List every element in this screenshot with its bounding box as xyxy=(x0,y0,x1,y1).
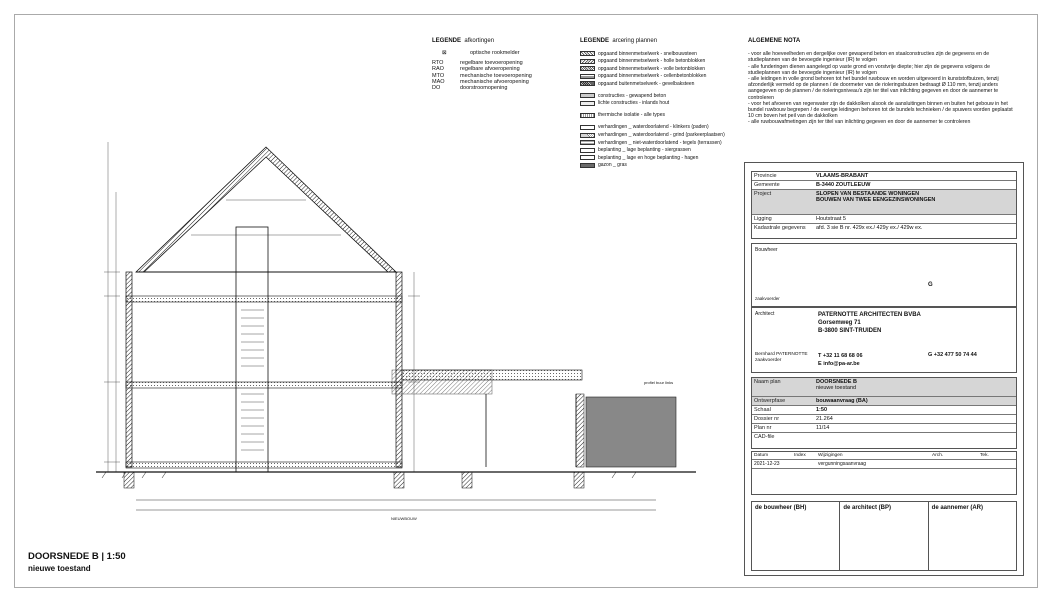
architect-city: B-3800 SINT-TRUIDEN xyxy=(818,328,882,334)
hatch-swatch-icon xyxy=(580,113,595,118)
rev-col-tek: Tek. xyxy=(980,453,989,458)
project-value-2: BOUWEN VAN TWEE EENGEZINSWONINGEN xyxy=(816,197,936,203)
hatch-swatch-icon xyxy=(580,51,595,56)
hatch-swatch-icon xyxy=(580,133,595,138)
rev-col-index: Index xyxy=(794,453,806,458)
hatch-swatch-icon xyxy=(580,81,595,86)
hatch-swatch-icon xyxy=(580,59,595,64)
hatch-swatch-icon xyxy=(580,155,595,160)
legend-item-label: lichte constructies - inlands hout xyxy=(598,100,670,107)
legend-item-label: opgaand binnenmetselwerk - snelbouwsteen xyxy=(598,50,697,57)
signature-box-aannemer xyxy=(929,501,1017,571)
abbr-code: RTO xyxy=(432,60,444,67)
hatch-swatch-icon xyxy=(580,148,595,153)
legend-item-label: opgaand binnenmetselwerk - cellenbetonblokken xyxy=(598,73,707,80)
hatch-swatch-icon xyxy=(580,140,595,145)
plan-name: DOORSNEDE B xyxy=(816,379,857,385)
smoke-detector-label: optische rookmelder xyxy=(470,50,520,56)
abbr-label: regelbare toevoeropening xyxy=(460,60,523,67)
architect-box xyxy=(751,307,1017,373)
plan-number: 11/14 xyxy=(816,425,830,431)
legend-item xyxy=(580,100,725,107)
legend-hatching xyxy=(580,38,725,170)
neighbour-profile xyxy=(586,397,676,467)
legend-item xyxy=(580,58,725,65)
schaal-value: 1:50 xyxy=(816,407,828,413)
drawing-title: DOORSNEDE B | 1:50 xyxy=(28,551,126,562)
plan-info xyxy=(751,377,1017,449)
legend-item xyxy=(580,80,725,87)
architect-person-sub: zaakvoerder xyxy=(755,358,782,363)
signature-label: de aannemer (AR) xyxy=(931,505,984,511)
abbr-label: mechanische toevoeropening xyxy=(460,72,532,79)
revision-header xyxy=(752,452,1016,460)
legend-item-label: thermische isolatie - alle types xyxy=(598,112,665,119)
legend-item xyxy=(580,147,725,154)
profile-label: profiel buur links xyxy=(644,380,674,385)
legend-item-label: verhardingen _ waterdoorlatend - grind (parkeerplaatsen) xyxy=(598,132,725,139)
architect-person: Bernhard PATERNOTTE xyxy=(755,352,808,357)
field-label: Kadastrale gegevens xyxy=(754,225,806,231)
abbr-code: MAO xyxy=(432,78,445,85)
rev-change: vergunningsaanvraag xyxy=(818,461,867,467)
hatch-swatch-icon xyxy=(580,74,595,79)
field-label: Plan nr xyxy=(754,425,772,431)
field-label: CAD-file xyxy=(754,434,775,440)
legend-item xyxy=(580,92,725,99)
revision-table xyxy=(751,451,1017,495)
architect-gsm: G +32 477 50 74 44 xyxy=(928,352,977,358)
smoke-detector-row xyxy=(432,50,532,56)
ligging-value: Houtstraat 5 xyxy=(816,216,846,222)
legend-item-label: gazon _ gras xyxy=(598,162,627,169)
legend-plans-title: LEGENDE xyxy=(580,38,610,44)
signature-label: de bouwheer (BH) xyxy=(755,505,807,511)
rev-col-date: Datum xyxy=(754,453,769,458)
field-label: Naam plan xyxy=(754,379,781,385)
floor-slab-2 xyxy=(126,296,402,302)
fase-value: bouwaanvraag (BA) xyxy=(816,398,868,404)
floor-slab-1 xyxy=(126,382,402,388)
legend-item-label: opgaand buitenmetselwerk - gevelbaksteen xyxy=(598,80,695,87)
abbr-label: regelbare afvoeropening xyxy=(460,66,520,73)
note-line: - alle funderingen dienen aangelegd op vaste grond en vorstvrije diepte; hier zijn de gegevens volgens de studieplannen van de bevoegde ingenieur (IR) te volgen xyxy=(748,63,990,76)
abbr-code: DO xyxy=(432,85,441,92)
legend-item xyxy=(580,112,725,119)
provincie-value: VLAAMS-BRABANT xyxy=(816,173,869,179)
title-block xyxy=(744,162,1024,576)
architect-name: PATERNOTTE ARCHITECTEN BVBA xyxy=(818,312,921,318)
architect-street: Gorsemweg 71 xyxy=(818,320,861,326)
notes-title: ALGEMENE NOTA xyxy=(748,38,801,44)
rev-col-changes: Wijzigingen xyxy=(818,453,843,458)
legend-abbr-title: LEGENDE xyxy=(432,38,462,44)
legend-item xyxy=(580,124,725,131)
bouwheer-box xyxy=(751,243,1017,307)
note-line: - alle ruwbouwafmetingen zijn ter titel van inlichting gegeven en door de aannemer te controleren xyxy=(748,119,971,126)
drawing-subtitle: nieuwe toestand xyxy=(28,564,91,573)
general-notes xyxy=(748,38,1018,126)
signature-box-bouwheer xyxy=(751,501,840,571)
legend-item-label: verhardingen _ waterdoorlatend - klinkers (paden) xyxy=(598,124,709,131)
hatch-swatch-icon xyxy=(580,163,595,168)
hatch-swatch-icon xyxy=(580,101,595,106)
legend-item xyxy=(580,50,725,57)
hatch-swatch-icon xyxy=(580,125,595,130)
bouwheer-label: Bouwheer xyxy=(755,247,778,253)
legend-abbreviations xyxy=(432,38,532,91)
legend-item xyxy=(580,65,725,72)
abbr-label: doorstroomopening xyxy=(460,85,508,92)
hatch-swatch-icon xyxy=(580,93,595,98)
note-line: - voor het afvoeren van regenwater zijn de dakkolken alsook de aansluitingen binnen en buiten het gebouw in het bundel ruwbouw begrepen / de overige leidingen behoren tot de bundels technieken / de spuwers worden geplaatst 10 cm boven het peil van de dakkolken xyxy=(748,100,1013,120)
signature-label: de architect (BP) xyxy=(843,505,892,511)
note-line: - voor alle hoeveelheden en dergelijke over gewapend beton en staalconstructies zijn de gegevens en de studieplannen van de bevoegde ingenieur (IR) te volgen xyxy=(748,51,990,64)
project-value-1: SLOPEN VAN BESTAANDE WONINGEN xyxy=(816,191,920,197)
note-line: - alle leidingen in volle grond behoren tot het bundel ruwbouw en worden uitgevoerd in kunststofbuizen, tenzij afzonderlijk vermeld op de plannen / de doormeter van de rioleringsbuizen bedraagt Ø 110 mm, tenzij anders aangegeven op de plannen / de rioleringsniveau's zijn ter titel van inlichting gegeven en door de aannemer te controleren xyxy=(748,76,999,101)
stair-shaft xyxy=(236,227,268,472)
legend-item xyxy=(580,73,725,80)
abbr-code: MTO xyxy=(432,72,445,79)
signature-box-architect xyxy=(840,501,928,571)
legend-item-label: opgaand binnenmetselwerk - volle betonblokken xyxy=(598,65,706,72)
field-label: Project xyxy=(754,191,772,197)
rev-date: 2021-12-23 xyxy=(754,461,780,467)
field-label: Gemeente xyxy=(754,182,780,188)
bouwheer-gsm: G xyxy=(928,282,933,288)
field-label: Ligging xyxy=(754,216,772,222)
legend-item-label: verhardingen _ niet-waterdoorlatend - tegels (terrassen) xyxy=(598,139,722,146)
architect-email: E info@pa-ar.be xyxy=(818,361,860,367)
smoke-detector-icon: ⊠ xyxy=(442,50,447,56)
legend-item xyxy=(580,139,725,146)
field-label: Ontwerpfase xyxy=(754,398,786,404)
kadaster-value: afd. 3 sie B nr. 429x ex./ 429y ex./ 429w ex. xyxy=(816,225,923,231)
table-row xyxy=(752,460,1016,469)
legend-abbr-subtitle: afkortingen xyxy=(464,38,495,44)
gemeente-value: B-3440 ZOUTLEEUW xyxy=(816,182,871,188)
legend-item-label: beplanting _ lage en hoge beplanting - hagen xyxy=(598,154,699,161)
rev-col-arch: Arch. xyxy=(932,453,944,458)
legend-item xyxy=(580,154,725,161)
abbr-code: RAO xyxy=(432,66,444,73)
field-label: Schaal xyxy=(754,407,771,413)
dossier-value: 21.264 xyxy=(816,416,833,422)
field-label: Provincie xyxy=(754,173,777,179)
legend-item-label: constructies - gewapend beton xyxy=(598,92,667,99)
architect-phone: T +32 11 68 68 06 xyxy=(818,353,863,359)
ground-label: NIEUWBOUW xyxy=(391,516,417,521)
legend-item xyxy=(580,162,725,169)
section-drawing xyxy=(96,132,699,552)
legend-item-label: beplanting _ lage beplanting - siergrassen xyxy=(598,147,691,154)
bouwheer-sub: zaakvoerder xyxy=(755,296,780,301)
field-label: Dossier nr xyxy=(754,416,780,422)
abbr-label: mechanische afvoeropening xyxy=(460,78,529,85)
legend-plans-subtitle: arcering plannen xyxy=(612,38,658,44)
roof xyxy=(136,147,396,272)
architect-label: Architect xyxy=(755,311,775,317)
abbr-row xyxy=(432,85,532,91)
project-info xyxy=(751,171,1017,239)
hatch-swatch-icon xyxy=(580,66,595,71)
legend-item-label: opgaand binnenmetselwerk - holle betonblokken xyxy=(598,58,706,65)
legend-item xyxy=(580,132,725,139)
plan-subname: nieuwe toestand xyxy=(816,385,857,391)
signature-row xyxy=(751,501,1017,571)
